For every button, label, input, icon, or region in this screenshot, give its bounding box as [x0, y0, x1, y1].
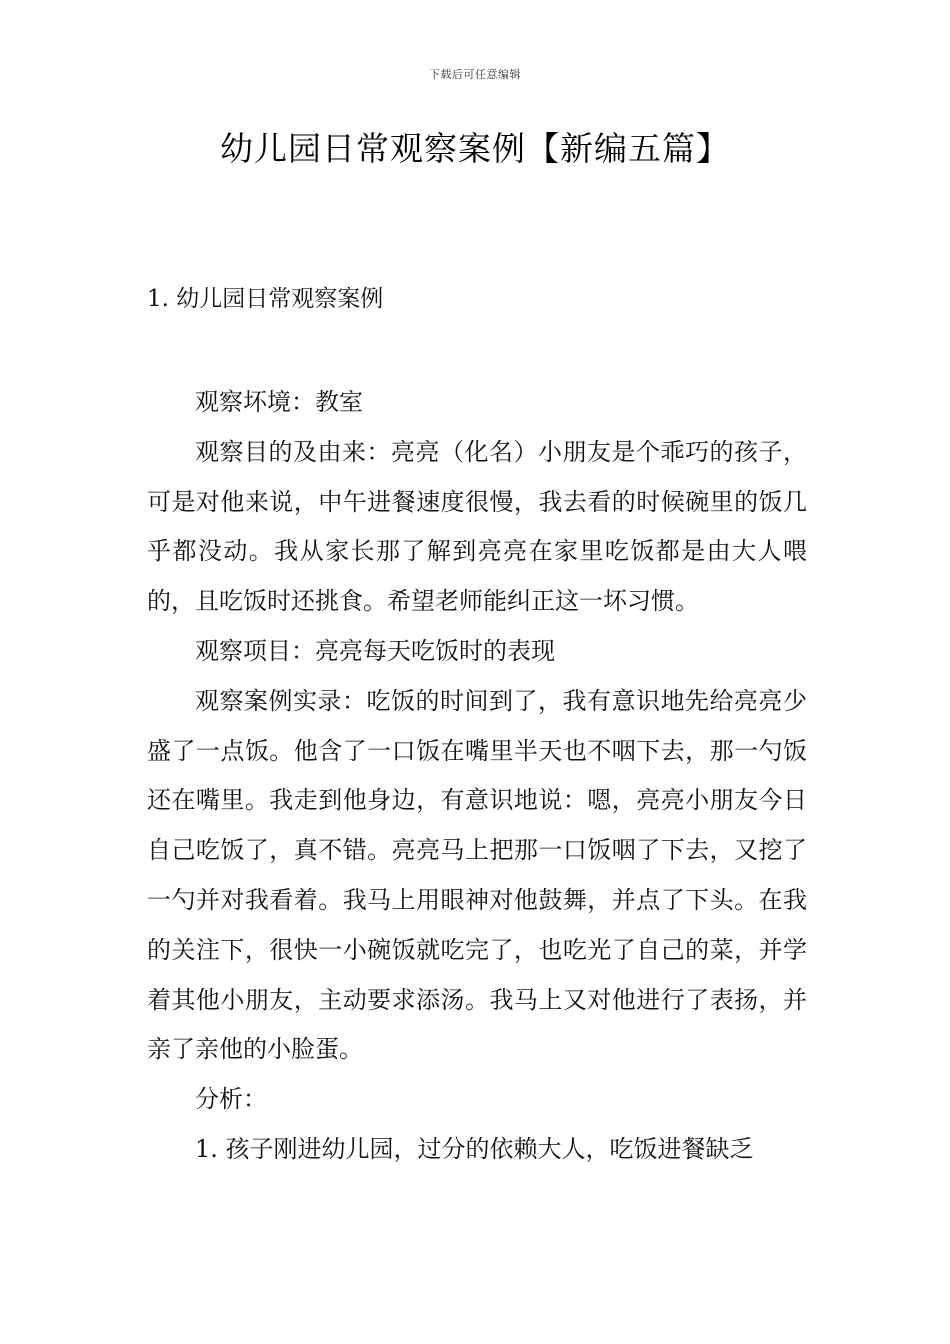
paragraph-environment: 观察坏境：教室 [195, 388, 363, 416]
paragraph-item: 观察项目：亮亮每天吃饭时的表现 [195, 636, 555, 665]
paragraph-purpose: 观察目的及由来：亮亮（化名）小朋友是个乖巧的孩子，可是对他来说，中午进餐速度很慢，我去看的时候碗里的饭几乎都没动。我从家长那了解到亮亮在家里吃饭都是由大人喂的，且吃饭时还挑食。希望老师能纠正这一坏习惯。 [147, 437, 807, 616]
paragraph-analysis-point: 1. 孩子刚进幼儿园，过分的依赖大人，吃饭进餐缺乏 [195, 1134, 754, 1163]
paragraph-record: 观察案例实录：吃饭的时间到了，我有意识地先给亮亮少盛了一点饭。他含了一口饭在嘴里半天也不咽下去，那一勺饭还在嘴里。我走到他身边，有意识地说：嗯，亮亮小朋友今日自己吃饭了，真不错。亮亮马上把那一口饭咽了下去，又挖了一勺并对我看着。我马上用眼神对他鼓舞，并点了下头。在我的关注下，很快一小碗饭就吃完了，也吃光了自己的菜，并学着其他小朋友，主动要求添汤。我马上又对他进行了表扬，并亲了亲他的小脸蛋。 [147, 686, 807, 1064]
section-body [147, 378, 807, 1175]
header-note: 下载后可任意编辑 [429, 68, 521, 81]
section-heading: 1. 幼儿园日常观察案例 [147, 286, 384, 312]
paragraph-analysis-label: 分析： [195, 1085, 267, 1114]
document-title: 幼儿园日常观察案例【新编五篇】 [220, 129, 730, 168]
